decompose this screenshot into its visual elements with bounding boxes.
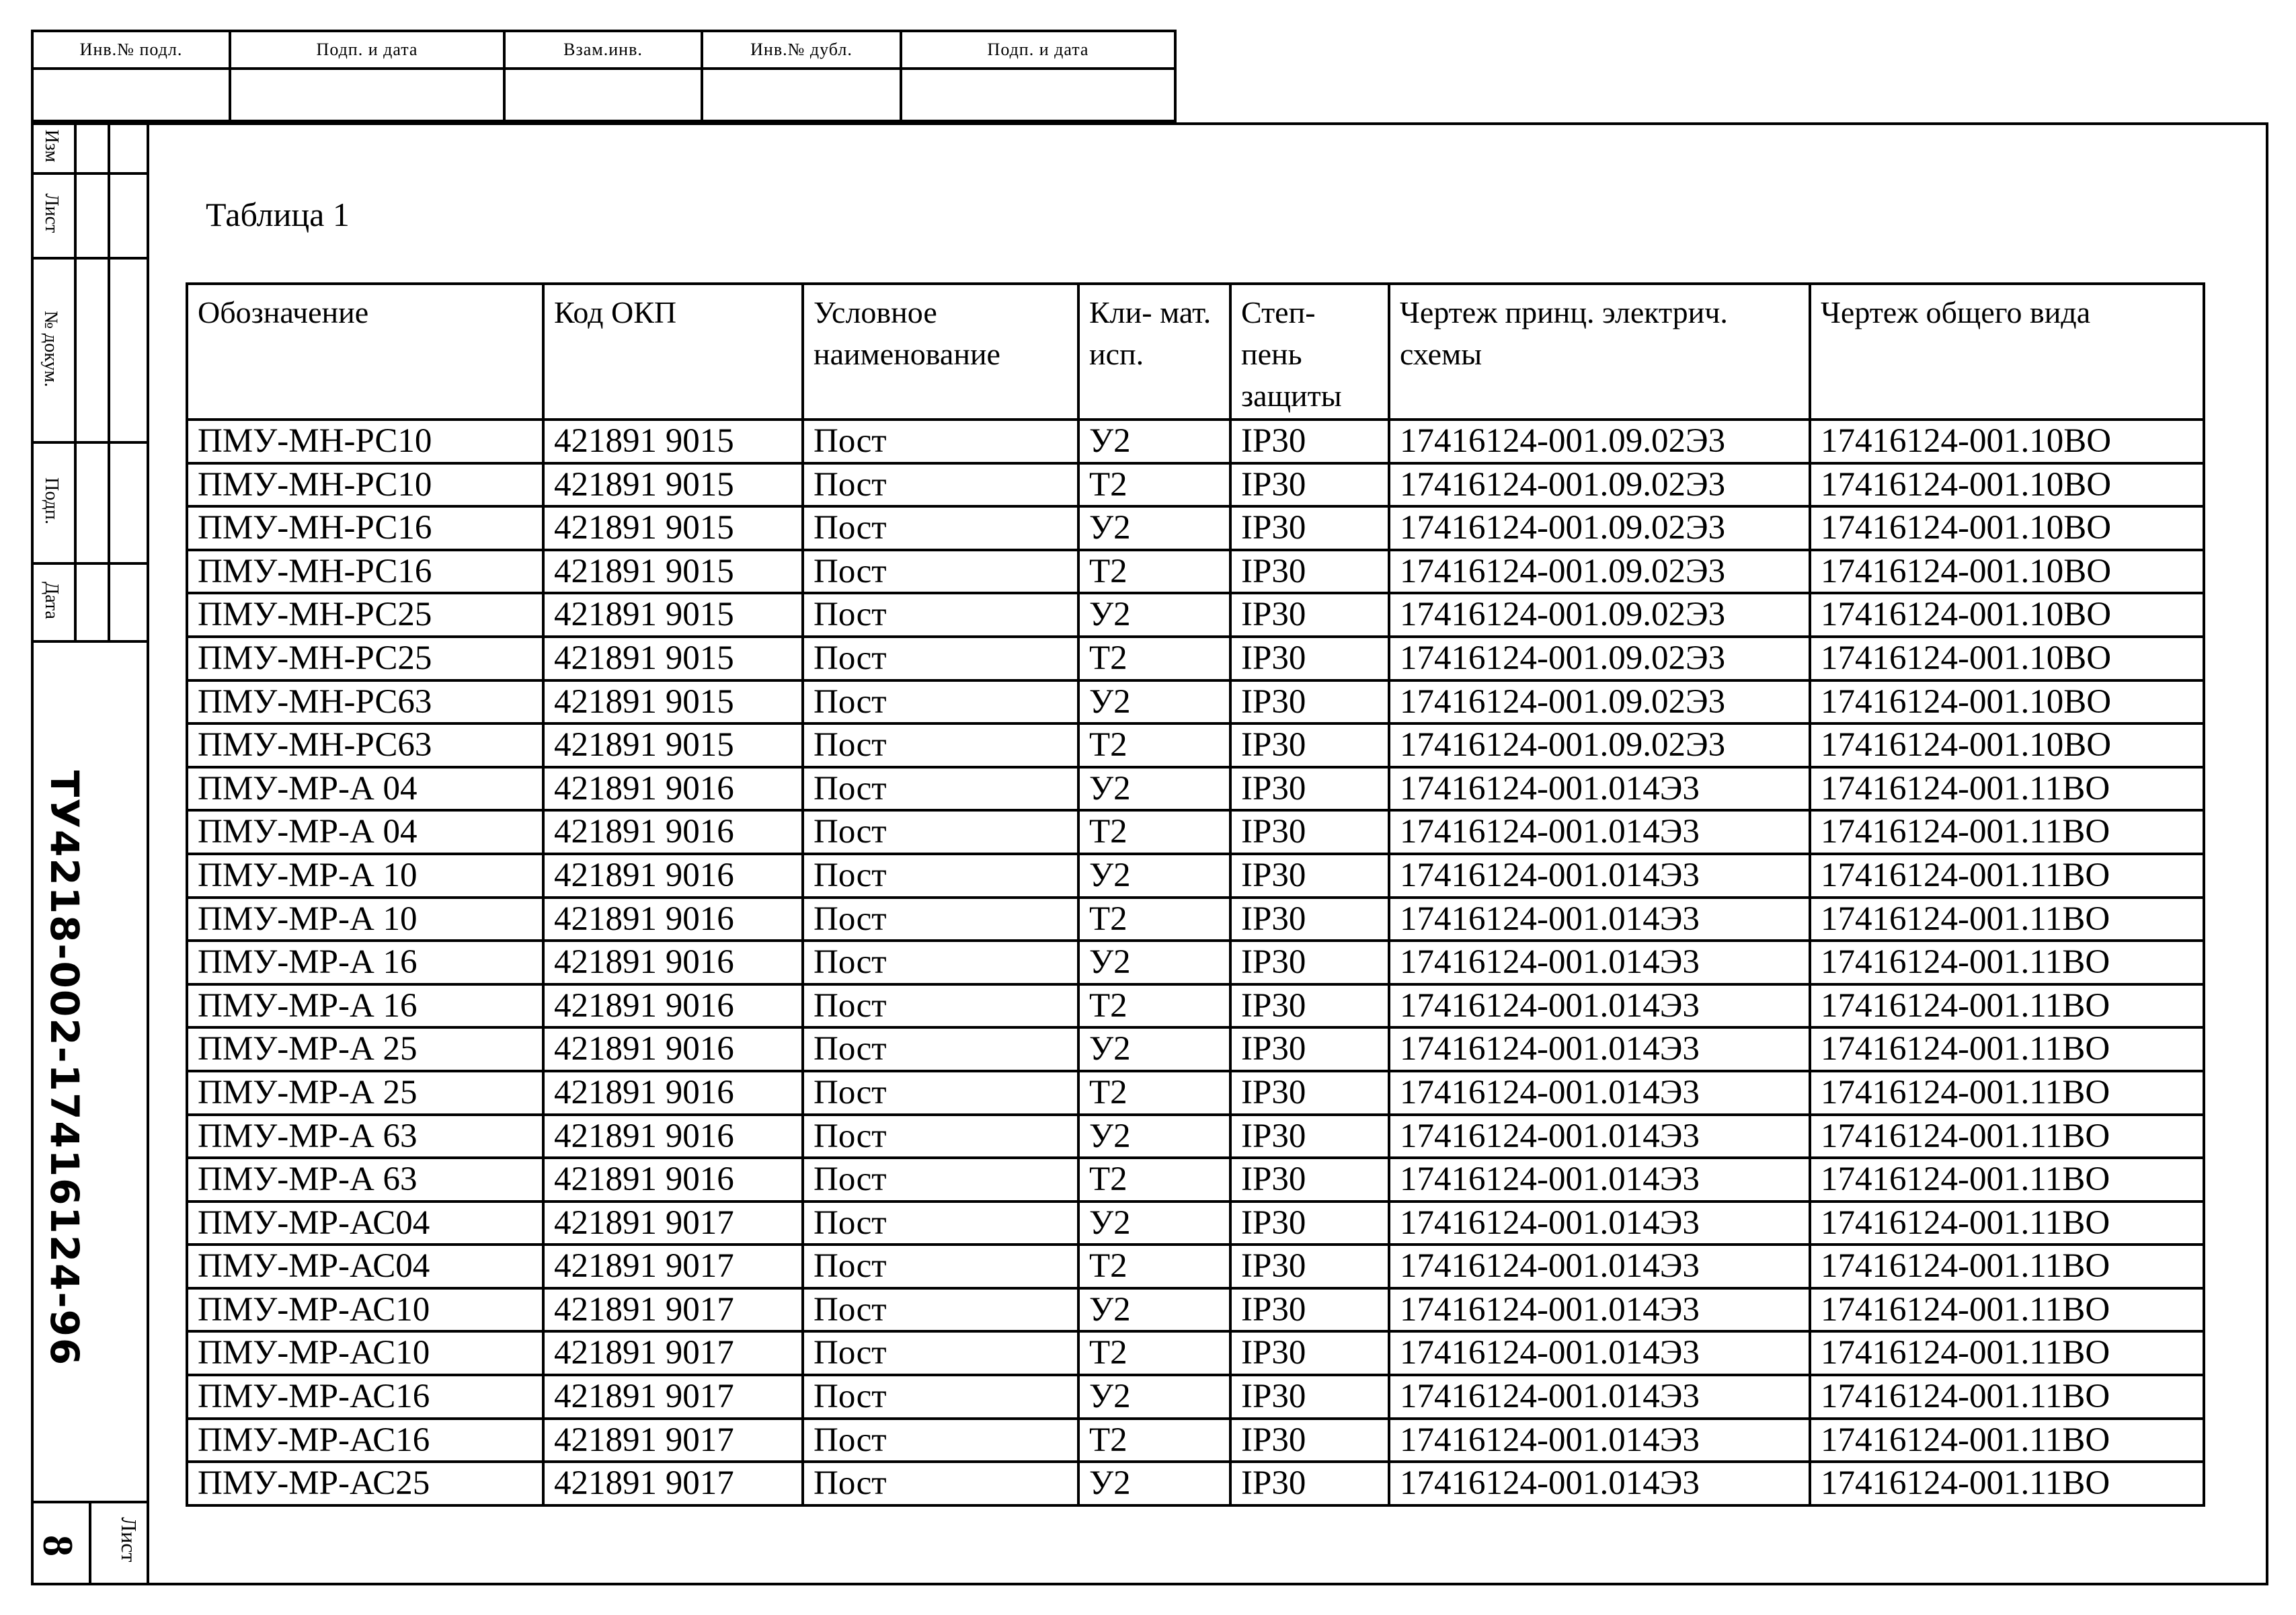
table-cell: Т2 bbox=[1078, 637, 1230, 680]
table-cell: Пост bbox=[803, 1419, 1078, 1462]
table-row bbox=[187, 1462, 2204, 1505]
table-row bbox=[187, 680, 2204, 724]
table-cell: 421891 9016 bbox=[543, 810, 803, 854]
table-cell: ПМУ-МР-А 10 bbox=[187, 854, 543, 898]
table-cell: 17416124-001.014Э3 bbox=[1389, 898, 1810, 941]
table-cell: У2 bbox=[1078, 1375, 1230, 1419]
sheet-label-text: Лист bbox=[117, 1517, 141, 1563]
table-cell: У2 bbox=[1078, 1288, 1230, 1332]
revision-divider bbox=[31, 441, 147, 444]
table-cell: 17416124-001.09.02Э3 bbox=[1389, 723, 1810, 767]
table-cell: У2 bbox=[1078, 1027, 1230, 1071]
table-cell: 421891 9015 bbox=[543, 680, 803, 724]
table-cell: IP30 bbox=[1230, 1071, 1389, 1115]
table-cell: ПМУ-МР-А 25 bbox=[187, 1027, 543, 1071]
table-cell: 17416124-001.10ВО bbox=[1810, 463, 2204, 507]
table-cell: IP30 bbox=[1230, 463, 1389, 507]
table-cell: Т2 bbox=[1078, 1071, 1230, 1115]
table-cell: IP30 bbox=[1230, 1202, 1389, 1245]
column-header: Степ- пень защиты bbox=[1230, 284, 1389, 420]
table-cell: 17416124-001.014Э3 bbox=[1389, 1027, 1810, 1071]
table-cell: 421891 9016 bbox=[543, 1027, 803, 1071]
table-cell: Пост bbox=[803, 1375, 1078, 1419]
stamp-header-cell: Подп. и дата bbox=[901, 31, 1175, 69]
table-cell: 421891 9016 bbox=[543, 1158, 803, 1202]
table-cell: У2 bbox=[1078, 1462, 1230, 1505]
table-cell: 421891 9016 bbox=[543, 984, 803, 1028]
table-cell: 17416124-001.11ВО bbox=[1810, 941, 2204, 984]
table-cell: 17416124-001.014Э3 bbox=[1389, 810, 1810, 854]
table-cell: ПМУ-МН-РС25 bbox=[187, 637, 543, 680]
table-row bbox=[187, 1202, 2204, 1245]
table-cell: 17416124-001.11ВО bbox=[1810, 1331, 2204, 1375]
table-cell: 421891 9016 bbox=[543, 1115, 803, 1158]
table-cell: Пост bbox=[803, 810, 1078, 854]
stamp-header-cell: Взам.инв. bbox=[504, 31, 702, 69]
table-body bbox=[187, 420, 2204, 1505]
table-cell: 421891 9015 bbox=[543, 420, 803, 463]
table-cell: 17416124-001.10ВО bbox=[1810, 637, 2204, 680]
table-cell: IP30 bbox=[1230, 506, 1389, 550]
table-row bbox=[187, 810, 2204, 854]
table-cell: 421891 9015 bbox=[543, 593, 803, 637]
stamp-header-cell: Инв.№ дубл. bbox=[702, 31, 901, 69]
table-cell: 17416124-001.014Э3 bbox=[1389, 1158, 1810, 1202]
table-cell: Пост bbox=[803, 984, 1078, 1028]
revision-divider bbox=[31, 562, 147, 565]
table-row bbox=[187, 898, 2204, 941]
table-cell: 17416124-001.11ВО bbox=[1810, 1115, 2204, 1158]
table-cell: Пост bbox=[803, 680, 1078, 724]
table-cell: ПМУ-МР-А 10 bbox=[187, 898, 543, 941]
table-cell: Пост bbox=[803, 593, 1078, 637]
table-row bbox=[187, 1027, 2204, 1071]
table-row bbox=[187, 1419, 2204, 1462]
table-cell: 17416124-001.014Э3 bbox=[1389, 1288, 1810, 1332]
stamp-header-cell: Подп. и дата bbox=[230, 31, 504, 69]
table-cell: IP30 bbox=[1230, 420, 1389, 463]
table-cell: У2 bbox=[1078, 941, 1230, 984]
stamp-value-cell bbox=[702, 69, 901, 121]
table-cell: ПМУ-МН-РС10 bbox=[187, 420, 543, 463]
table-cell: Т2 bbox=[1078, 810, 1230, 854]
table-row bbox=[187, 1071, 2204, 1115]
table-cell: Т2 bbox=[1078, 1245, 1230, 1288]
table-cell: Пост bbox=[803, 1115, 1078, 1158]
table-cell: 17416124-001.014Э3 bbox=[1389, 767, 1810, 811]
table-row bbox=[187, 463, 2204, 507]
table-row bbox=[187, 984, 2204, 1028]
table-cell: 17416124-001.10ВО bbox=[1810, 550, 2204, 594]
table-cell: Пост bbox=[803, 550, 1078, 594]
sheet-divider bbox=[89, 1501, 91, 1585]
table-cell: 17416124-001.11ВО bbox=[1810, 984, 2204, 1028]
column-header: Условное наименование bbox=[803, 284, 1078, 420]
table-cell: 17416124-001.09.02Э3 bbox=[1389, 593, 1810, 637]
table-cell: У2 bbox=[1078, 1202, 1230, 1245]
table-caption: Таблица 1 bbox=[206, 196, 350, 233]
table-cell: У2 bbox=[1078, 506, 1230, 550]
table-cell: 421891 9015 bbox=[543, 550, 803, 594]
table-cell: 17416124-001.11ВО bbox=[1810, 1071, 2204, 1115]
table-cell: Т2 bbox=[1078, 1419, 1230, 1462]
table-cell: 421891 9017 bbox=[543, 1419, 803, 1462]
column-header: Чертеж принц. электрич. схемы bbox=[1389, 284, 1810, 420]
stamp-value-cell bbox=[901, 69, 1175, 121]
table-cell: 17416124-001.10ВО bbox=[1810, 506, 2204, 550]
table-cell: IP30 bbox=[1230, 1115, 1389, 1158]
table-cell: 17416124-001.11ВО bbox=[1810, 1462, 2204, 1505]
table-cell: IP30 bbox=[1230, 1245, 1389, 1288]
table-cell: ПМУ-МН-РС10 bbox=[187, 463, 543, 507]
table-cell: ПМУ-МР-АС16 bbox=[187, 1375, 543, 1419]
table-cell: 421891 9017 bbox=[543, 1462, 803, 1505]
table-cell: ПМУ-МР-АС16 bbox=[187, 1419, 543, 1462]
table-cell: 17416124-001.014Э3 bbox=[1389, 1202, 1810, 1245]
table-cell: 421891 9016 bbox=[543, 941, 803, 984]
table-cell: 421891 9017 bbox=[543, 1331, 803, 1375]
stamp-header-cell: Инв.№ подл. bbox=[32, 31, 230, 69]
stamp-value-cell bbox=[230, 69, 504, 121]
stamp-value-cell bbox=[504, 69, 702, 121]
table-cell: 421891 9016 bbox=[543, 898, 803, 941]
table-cell: IP30 bbox=[1230, 1331, 1389, 1375]
table-row bbox=[187, 767, 2204, 811]
products-table bbox=[186, 282, 2205, 1507]
table-cell: 17416124-001.09.02Э3 bbox=[1389, 637, 1810, 680]
table-cell: 17416124-001.11ВО bbox=[1810, 1027, 2204, 1071]
table-cell: 17416124-001.09.02Э3 bbox=[1389, 550, 1810, 594]
table-cell: 421891 9017 bbox=[543, 1375, 803, 1419]
table-cell: Пост bbox=[803, 767, 1078, 811]
table-cell: IP30 bbox=[1230, 1462, 1389, 1505]
table-cell: 421891 9015 bbox=[543, 463, 803, 507]
table-cell: Пост bbox=[803, 1331, 1078, 1375]
column-header: Чертеж общего вида bbox=[1810, 284, 2204, 420]
table-cell: Пост bbox=[803, 1288, 1078, 1332]
table-cell: У2 bbox=[1078, 854, 1230, 898]
approval-stamp bbox=[31, 30, 1177, 122]
table-cell: 17416124-001.10ВО bbox=[1810, 420, 2204, 463]
table-cell: IP30 bbox=[1230, 898, 1389, 941]
table-cell: Т2 bbox=[1078, 550, 1230, 594]
table-row bbox=[187, 1331, 2204, 1375]
table-row bbox=[187, 506, 2204, 550]
table-cell: IP30 bbox=[1230, 593, 1389, 637]
table-cell: Пост bbox=[803, 1202, 1078, 1245]
table-row bbox=[187, 637, 2204, 680]
revision-divider bbox=[31, 640, 147, 643]
table-cell: Пост bbox=[803, 854, 1078, 898]
table-cell: 17416124-001.10ВО bbox=[1810, 593, 2204, 637]
table-row bbox=[187, 941, 2204, 984]
table-cell: 421891 9016 bbox=[543, 854, 803, 898]
table-cell: 17416124-001.014Э3 bbox=[1389, 1331, 1810, 1375]
table-cell: ПМУ-МР-АС25 bbox=[187, 1462, 543, 1505]
column-header: Код ОКП bbox=[543, 284, 803, 420]
sheet-number-text: 8 bbox=[34, 1535, 82, 1557]
table-cell: Т2 bbox=[1078, 723, 1230, 767]
revision-label: Дата bbox=[41, 582, 62, 619]
table-cell: ПМУ-МР-А 63 bbox=[187, 1115, 543, 1158]
table-cell: Т2 bbox=[1078, 898, 1230, 941]
stamp-value-cell bbox=[32, 69, 230, 121]
table-cell: Пост bbox=[803, 1462, 1078, 1505]
table-cell: 421891 9015 bbox=[543, 506, 803, 550]
table-cell: 17416124-001.014Э3 bbox=[1389, 984, 1810, 1028]
table-cell: У2 bbox=[1078, 593, 1230, 637]
table-cell: ПМУ-МР-А 16 bbox=[187, 941, 543, 984]
table-cell: ПМУ-МР-А 63 bbox=[187, 1158, 543, 1202]
table-row bbox=[187, 1288, 2204, 1332]
table-cell: Т2 bbox=[1078, 984, 1230, 1028]
table-cell: IP30 bbox=[1230, 1419, 1389, 1462]
table-cell: Пост bbox=[803, 941, 1078, 984]
table-row bbox=[187, 1115, 2204, 1158]
table-row bbox=[187, 854, 2204, 898]
table-row bbox=[187, 1245, 2204, 1288]
table-cell: Пост bbox=[803, 1158, 1078, 1202]
revision-label: № докум. bbox=[40, 311, 61, 387]
table-cell: ПМУ-МН-РС63 bbox=[187, 680, 543, 724]
table-cell: ПМУ-МН-РС25 bbox=[187, 593, 543, 637]
table-cell: Т2 bbox=[1078, 463, 1230, 507]
table-cell: 17416124-001.11ВО bbox=[1810, 1419, 2204, 1462]
table-cell: Т2 bbox=[1078, 1331, 1230, 1375]
table-cell: Пост bbox=[803, 723, 1078, 767]
table-row bbox=[187, 550, 2204, 594]
table-cell: 17416124-001.11ВО bbox=[1810, 1375, 2204, 1419]
sheet-label bbox=[114, 1506, 141, 1573]
table-cell: ПМУ-МР-А 16 bbox=[187, 984, 543, 1028]
table-cell: ПМУ-МР-АС04 bbox=[187, 1202, 543, 1245]
table-cell: Пост bbox=[803, 463, 1078, 507]
revision-label: Лист bbox=[41, 193, 62, 233]
column-header: Обозначение bbox=[187, 284, 543, 420]
table-cell: IP30 bbox=[1230, 1375, 1389, 1419]
table-cell: У2 bbox=[1078, 1115, 1230, 1158]
table-cell: IP30 bbox=[1230, 984, 1389, 1028]
table-cell: Пост bbox=[803, 898, 1078, 941]
table-cell: 17416124-001.014Э3 bbox=[1389, 1375, 1810, 1419]
table-cell: 17416124-001.014Э3 bbox=[1389, 941, 1810, 984]
table-cell: У2 bbox=[1078, 420, 1230, 463]
table-cell: 17416124-001.11ВО bbox=[1810, 767, 2204, 811]
table-cell: ПМУ-МР-А 04 bbox=[187, 767, 543, 811]
table-cell: IP30 bbox=[1230, 1027, 1389, 1071]
table-cell: 17416124-001.09.02Э3 bbox=[1389, 680, 1810, 724]
table-cell: IP30 bbox=[1230, 854, 1389, 898]
table-row bbox=[187, 420, 2204, 463]
table-cell: IP30 bbox=[1230, 941, 1389, 984]
table-row bbox=[187, 723, 2204, 767]
table-cell: Т2 bbox=[1078, 1158, 1230, 1202]
table-cell: Пост bbox=[803, 637, 1078, 680]
table-cell: 421891 9016 bbox=[543, 767, 803, 811]
table-cell: IP30 bbox=[1230, 810, 1389, 854]
table-row bbox=[187, 593, 2204, 637]
table-cell: ПМУ-МР-АС10 bbox=[187, 1331, 543, 1375]
table-cell: 17416124-001.014Э3 bbox=[1389, 1462, 1810, 1505]
document-number-block bbox=[41, 770, 88, 1367]
table-cell: 17416124-001.11ВО bbox=[1810, 810, 2204, 854]
table-cell: IP30 bbox=[1230, 767, 1389, 811]
document-number: ТУ4218-002-17416124-96 bbox=[42, 770, 87, 1367]
table-cell: ПМУ-МР-А 25 bbox=[187, 1071, 543, 1115]
table-cell: 17416124-001.11ВО bbox=[1810, 854, 2204, 898]
column-header: Кли- мат. исп. bbox=[1078, 284, 1230, 420]
table-cell: 17416124-001.09.02Э3 bbox=[1389, 463, 1810, 507]
table-cell: 17416124-001.10ВО bbox=[1810, 680, 2204, 724]
table-cell: 17416124-001.014Э3 bbox=[1389, 1419, 1810, 1462]
table-cell: 17416124-001.10ВО bbox=[1810, 723, 2204, 767]
table-row bbox=[187, 1375, 2204, 1419]
table-cell: Пост bbox=[803, 420, 1078, 463]
table-cell: IP30 bbox=[1230, 550, 1389, 594]
table-cell: 421891 9015 bbox=[543, 723, 803, 767]
table-cell: У2 bbox=[1078, 680, 1230, 724]
table-cell: 421891 9017 bbox=[543, 1288, 803, 1332]
table-cell: Пост bbox=[803, 1245, 1078, 1288]
table-cell: 421891 9015 bbox=[543, 637, 803, 680]
revision-divider bbox=[31, 257, 147, 260]
table-cell: 17416124-001.09.02Э3 bbox=[1389, 506, 1810, 550]
table-cell: 17416124-001.014Э3 bbox=[1389, 1115, 1810, 1158]
revision-divider bbox=[31, 172, 147, 175]
table-cell: IP30 bbox=[1230, 723, 1389, 767]
table-cell: Пост bbox=[803, 1071, 1078, 1115]
table-header-row bbox=[187, 284, 2204, 420]
table-cell: Пост bbox=[803, 1027, 1078, 1071]
table-cell: 17416124-001.014Э3 bbox=[1389, 854, 1810, 898]
table-cell: ПМУ-МН-РС16 bbox=[187, 506, 543, 550]
table-cell: 17416124-001.11ВО bbox=[1810, 1245, 2204, 1288]
table-cell: 17416124-001.09.02Э3 bbox=[1389, 420, 1810, 463]
table-cell: 421891 9016 bbox=[543, 1071, 803, 1115]
table-cell: IP30 bbox=[1230, 680, 1389, 724]
table-cell: ПМУ-МР-АС04 bbox=[187, 1245, 543, 1288]
table-cell: ПМУ-МН-РС16 bbox=[187, 550, 543, 594]
table-cell: У2 bbox=[1078, 767, 1230, 811]
table-cell: 421891 9017 bbox=[543, 1202, 803, 1245]
table-cell: Пост bbox=[803, 506, 1078, 550]
table-cell: IP30 bbox=[1230, 1158, 1389, 1202]
table-cell: ПМУ-МН-РС63 bbox=[187, 723, 543, 767]
table-cell: 421891 9017 bbox=[543, 1245, 803, 1288]
revision-label: Подп. bbox=[41, 477, 62, 524]
revision-label: Изм bbox=[41, 129, 62, 163]
table-cell: ПМУ-МР-А 04 bbox=[187, 810, 543, 854]
table-cell: 17416124-001.11ВО bbox=[1810, 1158, 2204, 1202]
table-cell: 17416124-001.014Э3 bbox=[1389, 1245, 1810, 1288]
table-cell: 17416124-001.11ВО bbox=[1810, 1288, 2204, 1332]
table-row bbox=[187, 1158, 2204, 1202]
table-cell: ПМУ-МР-АС10 bbox=[187, 1288, 543, 1332]
table-cell: IP30 bbox=[1230, 1288, 1389, 1332]
sheet-number bbox=[36, 1519, 83, 1573]
table-cell: 17416124-001.11ВО bbox=[1810, 898, 2204, 941]
table-cell: IP30 bbox=[1230, 637, 1389, 680]
table-cell: 17416124-001.11ВО bbox=[1810, 1202, 2204, 1245]
table-cell: 17416124-001.014Э3 bbox=[1389, 1071, 1810, 1115]
